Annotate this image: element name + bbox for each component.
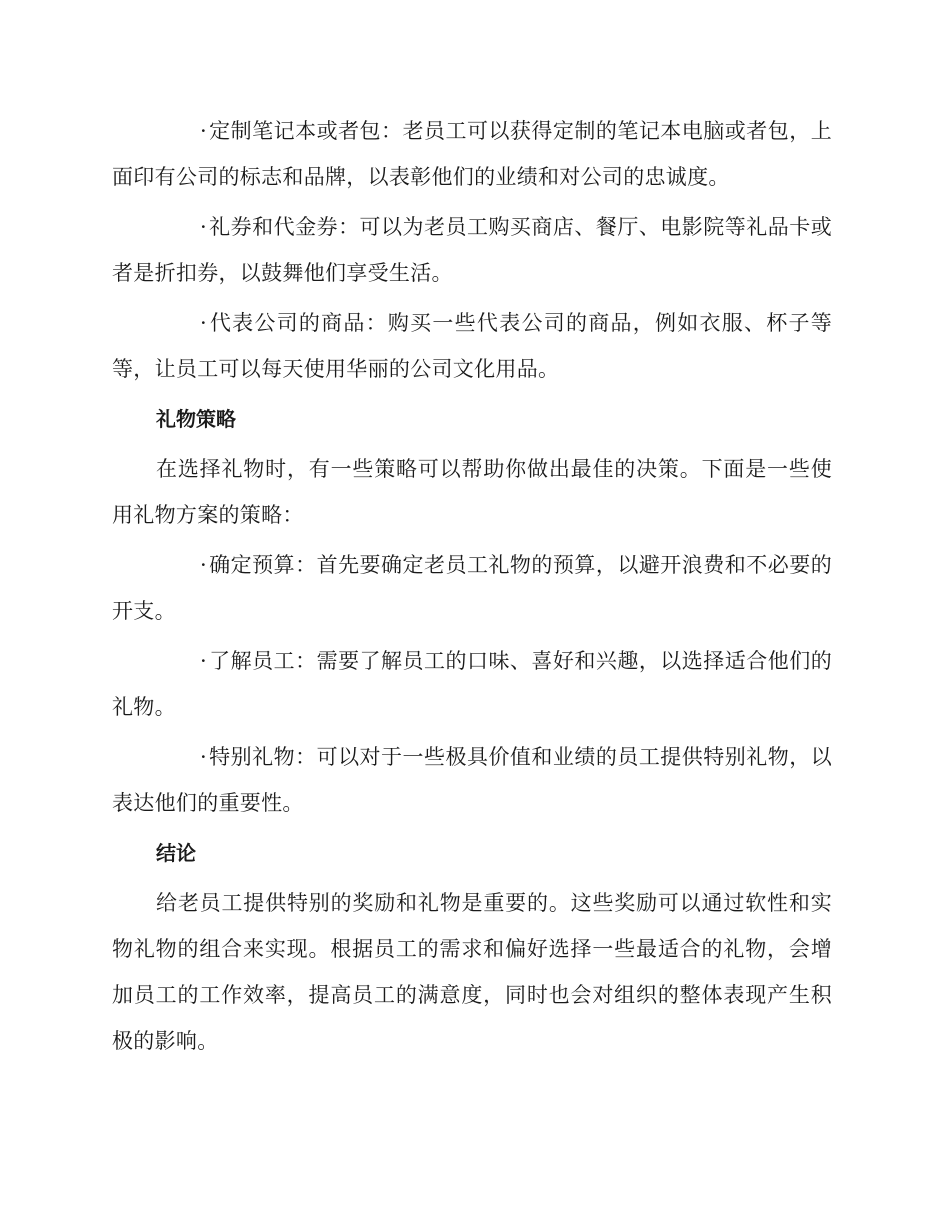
- bullet-paragraph-special-gift: [112, 734, 832, 826]
- bullet-text: 特别礼物：可以对于一些极具价值和业绩的员工提供特别礼物，以表达他们的重要性。: [112, 745, 832, 815]
- bullet-text: 定制笔记本或者包：老员工可以获得定制的笔记本电脑或者包，上面印有公司的标志和品牌，以表彰他们的业绩和对公司的忠诚度。: [112, 119, 832, 189]
- bullet-paragraph-know-employees: [112, 638, 832, 730]
- bullet-paragraph-gift-cards: [112, 204, 832, 296]
- bullet-text: 礼券和代金券：可以为老员工购买商店、餐厅、电影院等礼品卡或者是折扣券，以鼓舞他们享受生活。: [112, 215, 832, 285]
- bullet-text: 了解员工：需要了解员工的口味、喜好和兴趣，以选择适合他们的礼物。: [112, 649, 832, 719]
- bullet-mark: ·: [200, 745, 207, 769]
- document-page: [112, 108, 832, 1068]
- bullet-paragraph-company-goods: [112, 300, 832, 392]
- bullet-mark: ·: [200, 311, 207, 335]
- section-heading-conclusion: 结论: [156, 841, 196, 865]
- bullet-mark: ·: [200, 119, 207, 143]
- conclusion-paragraph: 给老员工提供特别的奖励和礼物是重要的。这些奖励可以通过软性和实物礼物的组合来实现。根据员工的需求和偏好选择一些最适合的礼物，会增加员工的工作效率，提高员工的满意度，同时也会对组织的整体表现产生积极的影响。: [112, 891, 832, 1053]
- gift-strategy-intro: 在选择礼物时，有一些策略可以帮助你做出最佳的决策。下面是一些使用礼物方案的策略：: [112, 457, 832, 527]
- bullet-text: 确定预算：首先要确定老员工礼物的预算，以避开浪费和不必要的开支。: [112, 553, 832, 623]
- bullet-mark: ·: [200, 215, 207, 239]
- bullet-paragraph-budget: [112, 542, 832, 634]
- bullet-paragraph-custom-notebook: [112, 108, 832, 200]
- bullet-text: 代表公司的商品：购买一些代表公司的商品，例如衣服、杯子等等，让员工可以每天使用华丽的公司文化用品。: [112, 311, 832, 381]
- bullet-mark: ·: [200, 553, 207, 577]
- bullet-mark: ·: [200, 649, 207, 673]
- section-heading-gift-strategy: 礼物策略: [156, 407, 236, 431]
